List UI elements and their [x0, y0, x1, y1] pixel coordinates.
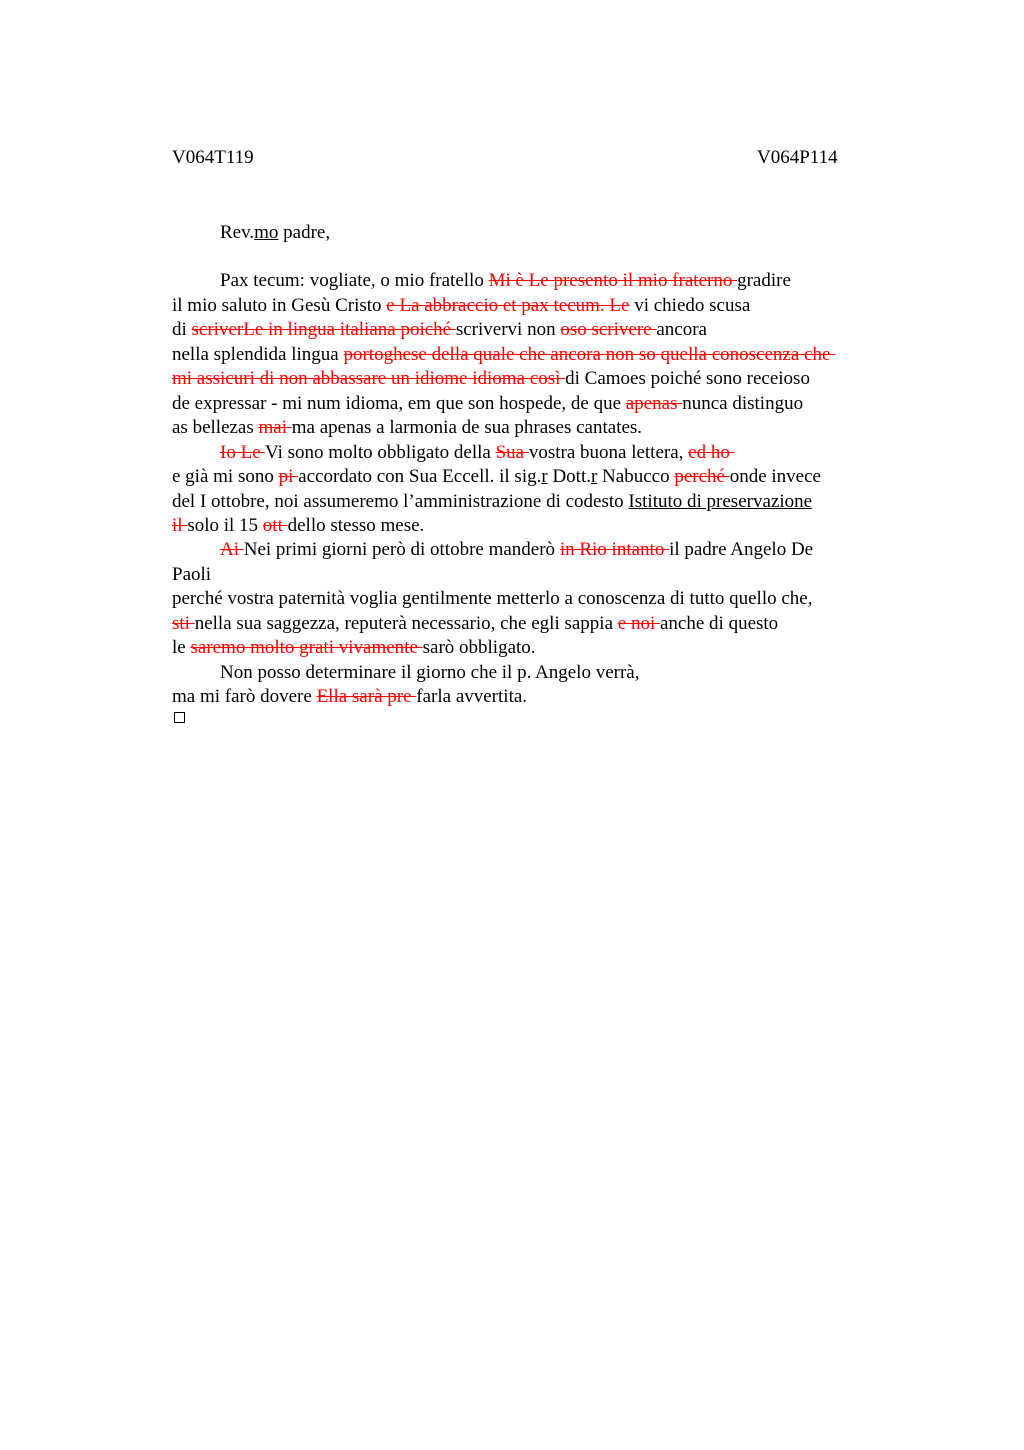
text: sarò obbligato. [422, 637, 536, 658]
text: gradire [737, 270, 791, 291]
text: Paoli [172, 564, 212, 585]
superscript-abbrev: r [541, 466, 548, 487]
text: anche di questo [660, 613, 779, 634]
text: il mio saluto in Gesù Cristo [172, 295, 387, 316]
text-line-7 [172, 416, 642, 440]
deleted-text: ott [262, 515, 288, 536]
text: dello stesso mese. [287, 515, 425, 536]
text-line-11 [172, 514, 424, 538]
deleted-text: Io Le [220, 442, 266, 463]
text: as bellezas [172, 417, 259, 438]
deleted-text: portoghese della quale che ancora non so quella conoscenza che [343, 344, 836, 365]
text-line-2 [172, 294, 750, 318]
deleted-text: mai [258, 417, 292, 438]
text-line-12 [220, 538, 813, 562]
text: nella sua saggezza, reputerà necessario, che egli sappia [194, 613, 618, 634]
text: Non posso determinare il giorno che il p. Angelo verrà, [220, 662, 640, 683]
deleted-text: oso scrivere [560, 319, 657, 340]
text-line-3 [172, 318, 707, 342]
deleted-text: mi assicuri di non abbassare un idiome idioma così [172, 368, 566, 389]
text: Vi sono molto obbligato della [265, 442, 496, 463]
document-id-left: V064T119 [172, 147, 254, 168]
text-line-5 [172, 367, 810, 391]
text-line-15 [172, 612, 778, 636]
text: scrivervi non [455, 319, 561, 340]
text-line-18 [172, 685, 527, 709]
deleted-text: Ai [220, 539, 244, 560]
deleted-text: scriverLe in lingua italiana poiché [191, 319, 456, 340]
deleted-text: apenas [625, 393, 683, 414]
text: il padre Angelo De [669, 539, 814, 560]
deleted-text: Sua [495, 442, 529, 463]
deleted-text: Ella sarà pre [316, 686, 417, 707]
text: Dott. [547, 466, 591, 487]
text: Nei primi giorni però di ottobre manderò [243, 539, 560, 560]
deleted-text: e La abbraccio et pax tecum. Le [386, 295, 630, 316]
deleted-text: perché [674, 466, 730, 487]
text: Pax tecum: vogliate, o mio fratello [220, 270, 489, 291]
deleted-text: pi [278, 466, 299, 487]
text: ma mi farò dovere [172, 686, 317, 707]
text: farla avvertita. [416, 686, 528, 707]
salutation-text: Rev. [220, 222, 255, 243]
text: accordato con Sua Eccell. il sig. [298, 466, 542, 487]
text: e già mi sono [172, 466, 279, 487]
text-line-13 [172, 563, 211, 587]
deleted-text: ed ho [688, 442, 735, 463]
text: Nabucco [597, 466, 675, 487]
deleted-text: saremo molto grati vivamente [190, 637, 423, 658]
checkbox-square-icon [174, 712, 185, 723]
deleted-text: Mi è Le presento il mio fraterno [488, 270, 738, 291]
text-line-17 [220, 661, 639, 685]
text-line-14 [172, 587, 812, 611]
text-line-6 [172, 392, 803, 416]
text: perché vostra paternità voglia gentilmente metterlo a conoscenza di tutto quello che, [172, 588, 813, 609]
salutation [220, 221, 330, 245]
deleted-text: il [172, 515, 188, 536]
superscript-abbrev: r [590, 466, 598, 487]
text: onde invece [729, 466, 821, 487]
text-line-9 [172, 465, 821, 489]
text: ancora [656, 319, 707, 340]
text: ma apenas a larmonia de sua phrases cantates. [291, 417, 643, 438]
document-id-right: V064P114 [757, 147, 838, 168]
text-line-4 [172, 343, 835, 367]
text: le [172, 637, 191, 658]
deleted-text: in Rio intanto [559, 539, 670, 560]
text-line-8 [220, 441, 735, 465]
text: vi chiedo scusa [629, 295, 751, 316]
text-line-10 [172, 490, 812, 514]
text: di [172, 319, 192, 340]
text-line-16 [172, 636, 536, 660]
text: nunca distinguo [682, 393, 804, 414]
text: nella splendida lingua [172, 344, 344, 365]
text-line-1 [220, 269, 791, 293]
deleted-text: sti [172, 613, 195, 634]
text: de expressar - mi num idioma, em que son hospede, de que [172, 393, 626, 414]
deleted-text: e noi [617, 613, 660, 634]
salutation-abbrev: mo [254, 222, 279, 243]
underlined-text: Istituto di preservazione [628, 491, 813, 512]
text: solo il 15 [187, 515, 263, 536]
salutation-text: padre, [278, 222, 331, 243]
text: del I ottobre, noi assumeremo l’amministrazione di codesto [172, 491, 629, 512]
text: di Camoes poiché sono receioso [565, 368, 810, 389]
text: vostra buona lettera, [528, 442, 689, 463]
